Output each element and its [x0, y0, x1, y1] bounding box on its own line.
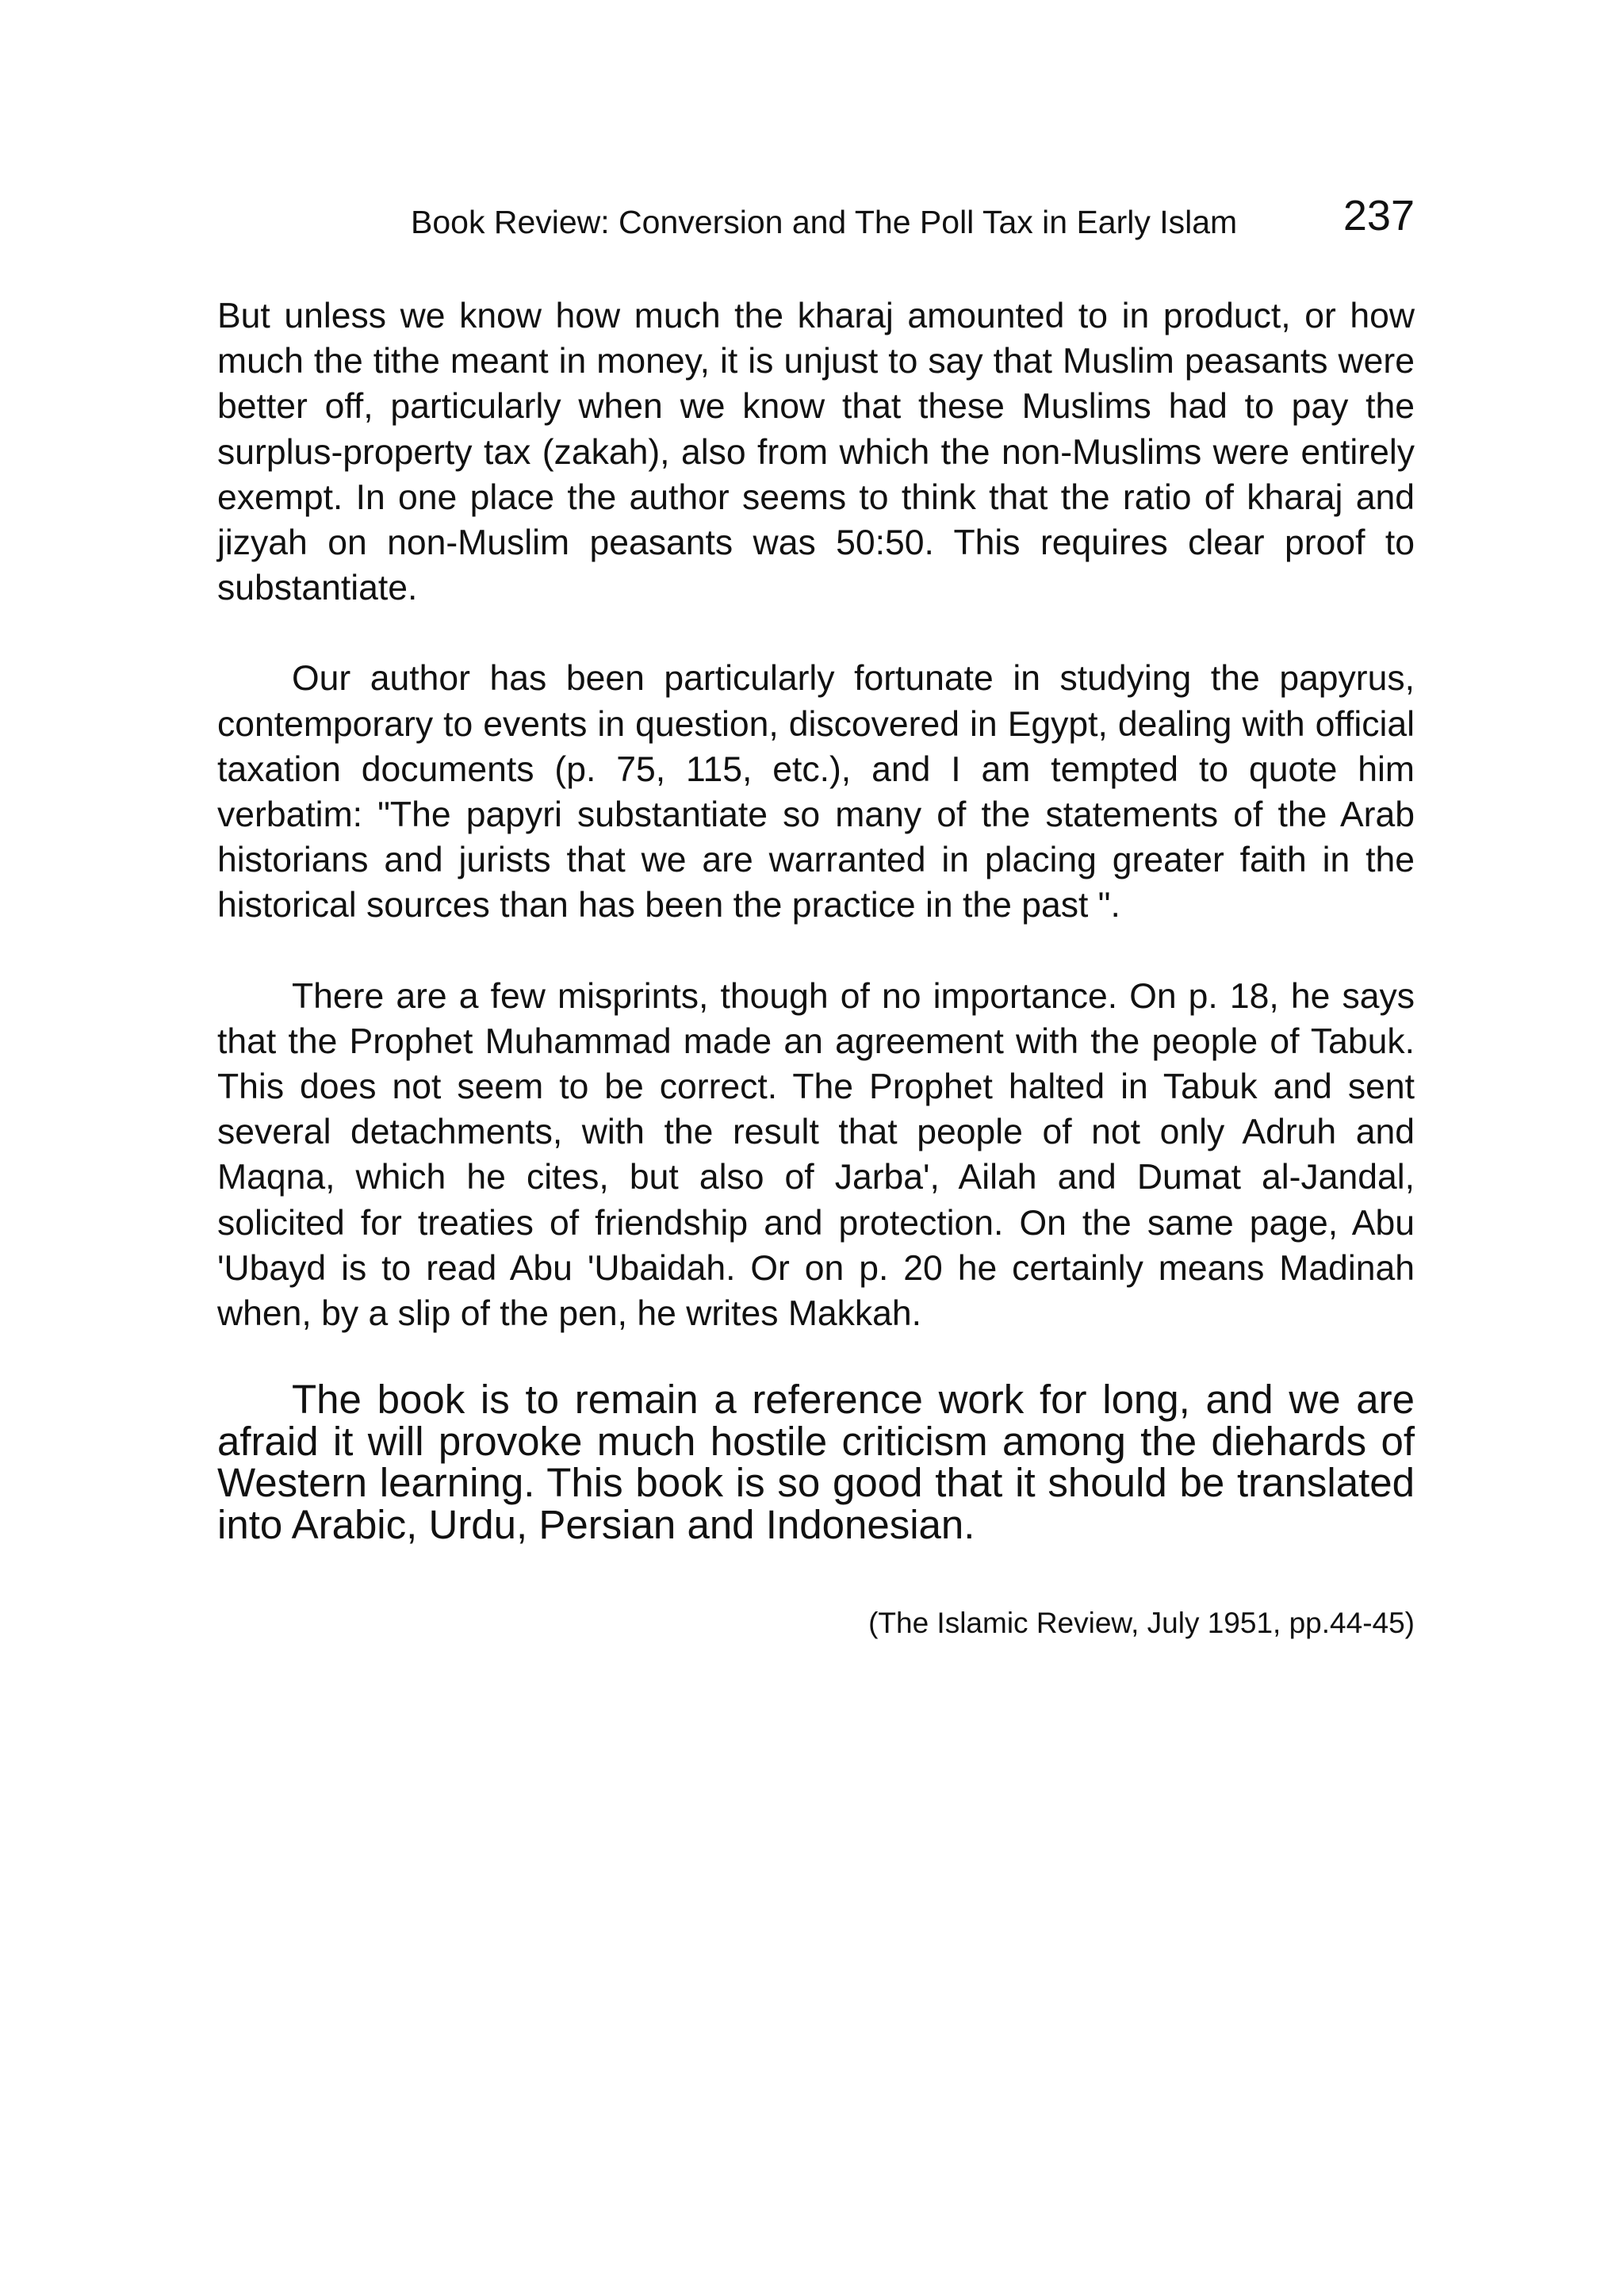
source-citation: (The Islamic Review, July 1951, pp.44-45): [868, 1607, 1415, 1639]
body-text: [217, 293, 1415, 1546]
paragraph-conclusion: The book is to remain a reference work for long, and we are afraid it will provoke much hostile criticism among the diehards of Western learning. This book is so good that it should be translated into Arabic, Urdu, Persian and Indonesian.: [217, 1377, 1415, 1547]
paragraph-kharaj-tithe: But unless we know how much the kharaj amounted to in product, or how much the tithe meant in money, it is unjust to say that Muslim peasants were better off, particularly when we know that these Muslims had to pay the surplus-property tax (zakah), also from which the non-Muslims were entirely exempt. In one place the author seems to think that the ratio of kharaj and jizyah on non-Muslim peasants was 50:50. This requires clear proof to substantiate.: [217, 297, 1415, 608]
paragraph-misprints: There are a few misprints, though of no importance. On p. 18, he says that the Prophet Muhammad made an agreement with the people of Tabuk. This does not seem to be correct. The Prophet halted in Tabuk and sent several detachments, with the result that people of not only Adruh and Maqna, which he cites, but also of Jarba', Ailah and Dumat al-Jandal, solicited for treaties of friendship and protection. On the same page, Abu 'Ubayd is to read Abu 'Ubaidah. Or on p. 20 he certainly means Madinah when, by a slip of the pen, he writes Makkah.: [217, 976, 1415, 1334]
paragraph-papyri: Our author has been particularly fortunate in studying the papyrus, contemporary to events in question, discovered in Egypt, dealing with official taxation documents (p. 75, 115, etc.), and I am tempted to quote him verbatim: "The papyri substantiate so many of the statements of the Arab historians and jurists that we are warranted in placing greater faith in the historical sources than has been the practice in the past ".: [217, 659, 1415, 925]
running-header: [217, 192, 1415, 254]
running-title: Book Review: Conversion and The Poll Tax in Early Islam: [411, 204, 1238, 240]
page-number: 237: [1342, 192, 1415, 239]
